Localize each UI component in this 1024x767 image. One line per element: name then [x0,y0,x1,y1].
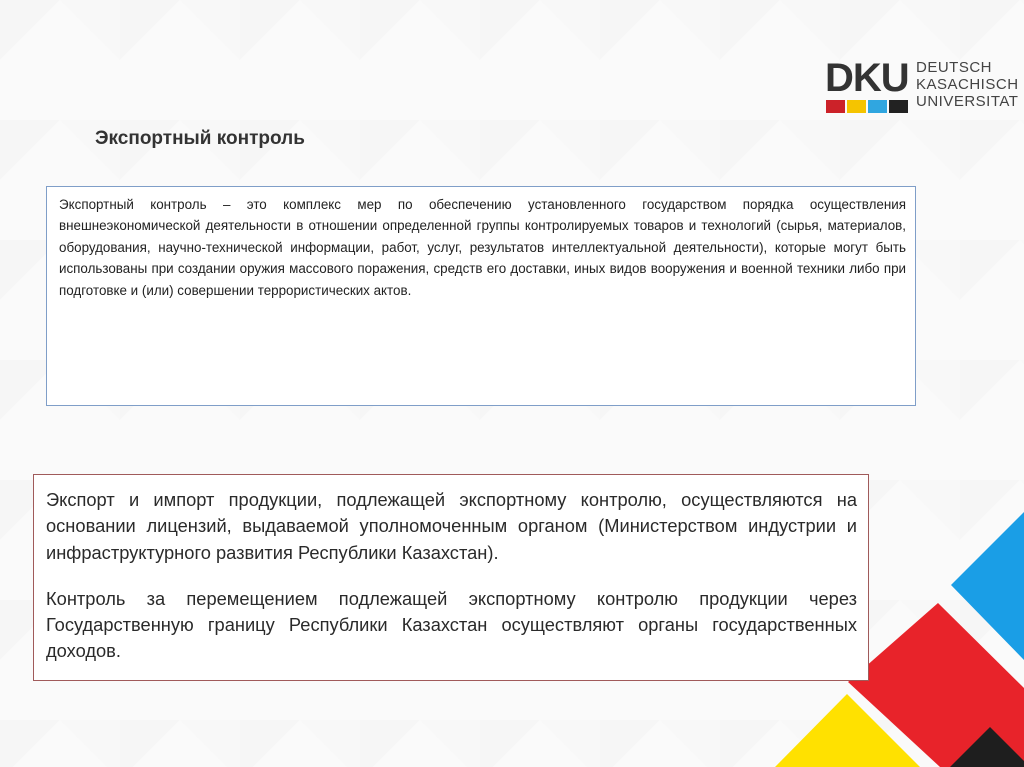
info-paragraph-1: Экспорт и импорт продукции, подлежащей экспортному контролю, осуществляются на основании лицензий, выдаваемой уполномоченным органом (Министерством индустрии и инфраструктурного развития Республики Казахстан). [46,489,857,563]
logo-line-1: DEUTSCH [916,59,993,76]
dku-logo [825,58,1020,118]
logo-mark: DKU [825,56,909,100]
logo-color-squares [826,100,908,113]
logo-square-blue [868,100,887,113]
logo-square-dark [889,100,908,113]
info-box [33,474,869,681]
logo-wordmark [916,59,1019,110]
definition-text: Экспортный контроль – это комплекс мер по обеспечению установленного государством порядка осуществления внешнеэкономической деятельности в отношении определенной группы контролируемых товаров и технологий (сырья, материалов, оборудования, научно-технической информации, работ, услуг, результатов интеллектуальной деятельности), которые могут быть использованы при создании оружия массового поражения, средств его доставки, иных видов вооружения и военной техники либо при подготовке и (или) совершении террористических актов. [59,197,906,298]
slide-title: Экспортный контроль [95,128,305,149]
logo-square-red [826,100,845,113]
logo-line-3: UNIVERSITAT [916,93,1019,110]
logo-square-yellow [847,100,866,113]
definition-box [46,186,916,406]
info-paragraph-2: Контроль за перемещением подлежащей экспортному контролю продукции через Государственную границу Республики Казахстан осуществляют органы государственных доходов. [46,587,857,662]
logo-line-2: KASACHISCH [916,76,1019,93]
